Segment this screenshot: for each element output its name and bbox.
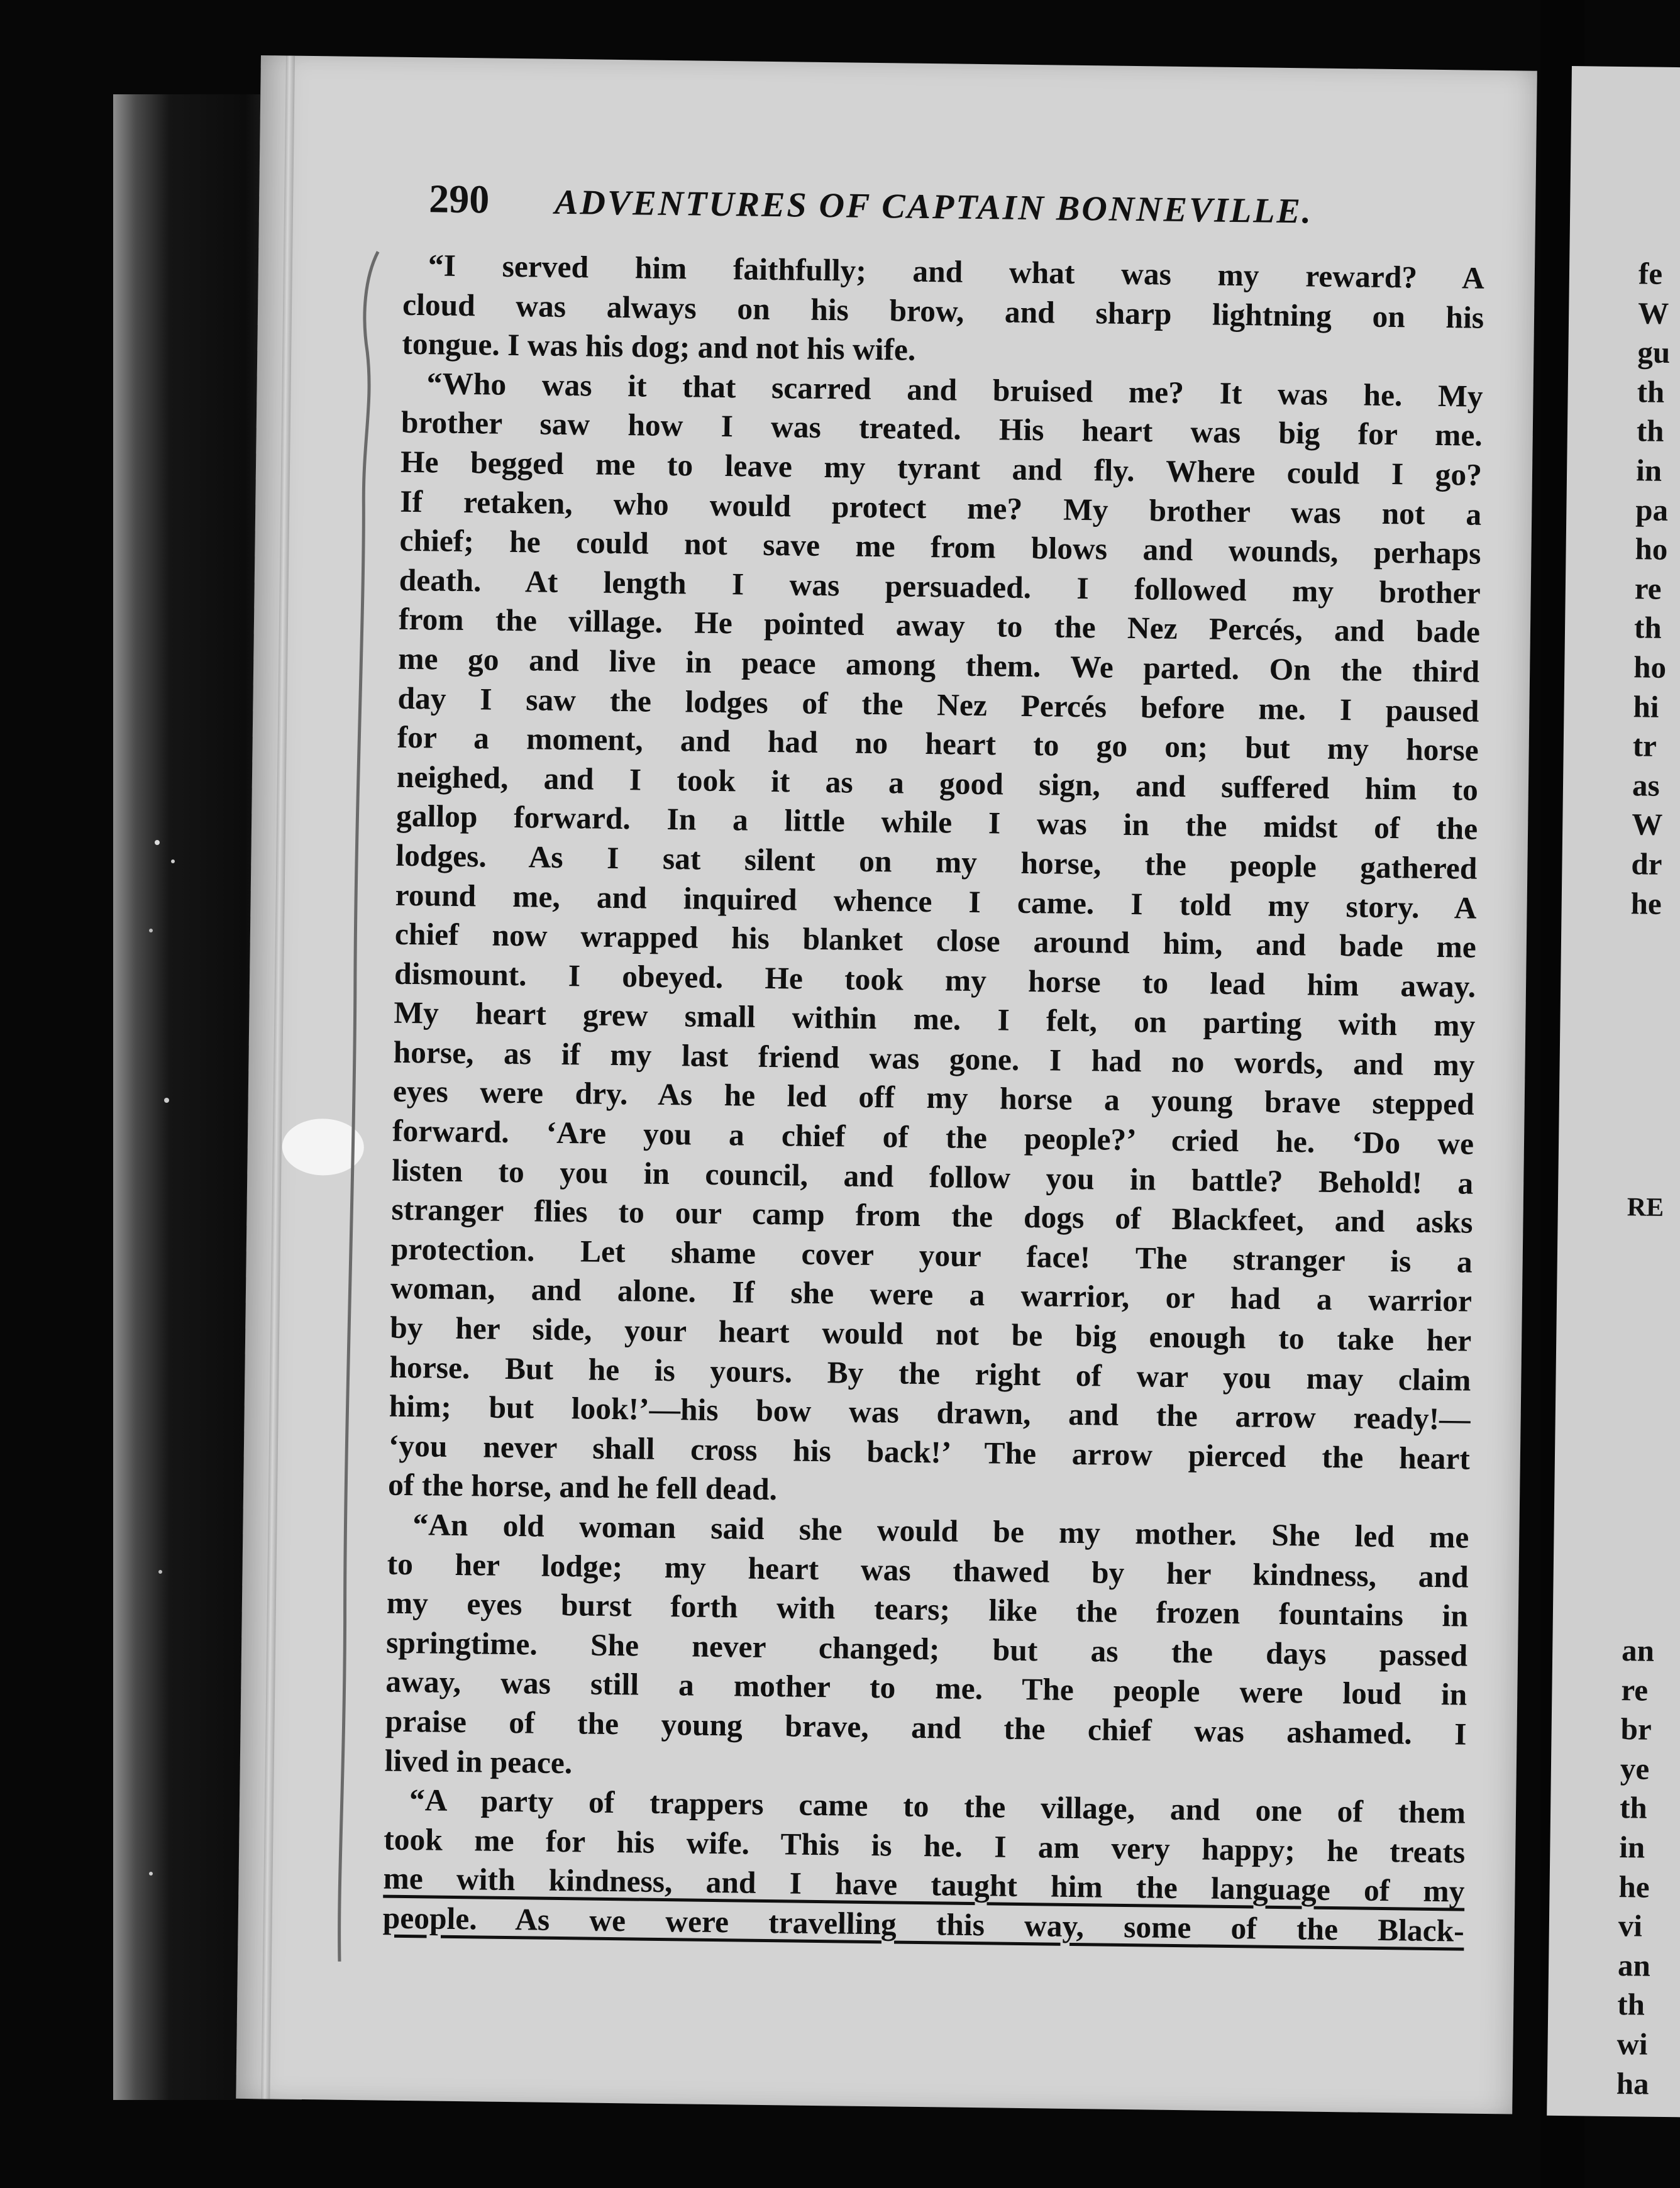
- text-line: tongue. I was his dog; and not his wife.: [402, 326, 916, 367]
- adjacent-page-fragment: an: [1617, 1947, 1651, 1983]
- adjacent-page-fragment: ho: [1633, 649, 1667, 685]
- adjacent-page-fragment: re: [1634, 571, 1662, 606]
- text-line: neighed, and I took it as a good sign, and suffered him to: [396, 759, 1479, 807]
- adjacent-page-fragment: th: [1619, 1790, 1648, 1826]
- text-line: day I saw the lodges of the Nez Percés before me. I paused: [397, 680, 1479, 729]
- text-line: protection. Let shame cover your face! The stranger is a: [390, 1231, 1473, 1279]
- adjacent-page-fragment: pa: [1635, 492, 1669, 528]
- adjacent-page-fragment: ye: [1620, 1750, 1650, 1786]
- adjacent-page-fragment: as: [1632, 768, 1660, 803]
- page-number: 290: [428, 176, 490, 222]
- running-title: ADVENTURES OF CAPTAIN BONNEVILLE.: [554, 182, 1313, 231]
- text-line: death. At length I was persuaded. I followed my brother: [399, 562, 1481, 611]
- text-line: my eyes burst forth with tears; like the frozen fountains in: [386, 1585, 1469, 1633]
- adjacent-page-heading-fragment: RE: [1627, 1193, 1664, 1222]
- text-line: me with kindness, and I have taught him the language of my: [383, 1860, 1465, 1909]
- adjacent-page-fragment: he: [1618, 1869, 1650, 1904]
- text-line: of the horse, and he fell dead.: [387, 1467, 778, 1507]
- adjacent-page-fragment: he: [1630, 885, 1662, 921]
- text-line: to her lodge; my heart was thawed by her kindness, and: [387, 1546, 1469, 1594]
- text-line: cloud was always on his brow, and sharp lightning on his: [402, 287, 1484, 335]
- text-line: lodges. As I sat silent on my horse, the people gathered: [395, 837, 1478, 886]
- adjacent-page-fragment: an: [1621, 1633, 1655, 1668]
- adjacent-page-fragment: hi: [1633, 688, 1659, 724]
- adjacent-page-fragment: th: [1633, 610, 1662, 646]
- text-line: “I served him faithfully; and what was my reward? A: [428, 248, 1485, 296]
- text-line: “An old woman said she would be my mother. She led me: [412, 1507, 1469, 1555]
- adjacent-page-fragment: gu: [1637, 334, 1671, 370]
- text-line: chief now wrapped his blanket close around him, and bade me: [394, 916, 1477, 964]
- text-line: took me for his wife. This is he. I am very happy; he treats: [384, 1821, 1466, 1870]
- adjacent-page-fragment: vi: [1618, 1908, 1643, 1943]
- text-line: for a moment, and had no heart to go on; but my horse: [397, 719, 1479, 768]
- adjacent-page-fragment: th: [1617, 1987, 1645, 2023]
- adjacent-page-fragment: br: [1620, 1711, 1652, 1747]
- text-line: chief; he could not save me from blows and wounds, perhaps: [399, 522, 1481, 571]
- adjacent-page-fragment: tr: [1632, 728, 1657, 763]
- adjacent-page-fragment: th: [1636, 413, 1664, 449]
- text-line: horse, as if my last friend was gone. I had no words, and my: [393, 1034, 1475, 1083]
- text-line: He begged me to leave my tyrant and fly. Where could I go?: [400, 444, 1483, 492]
- adjacent-page-fragment: wi: [1616, 2026, 1648, 2062]
- adjacent-page-fragment: in: [1635, 453, 1662, 488]
- text-line: springtime. She never changed; but as the days passed: [385, 1625, 1468, 1673]
- text-line: praise of the young brave, and the chief was ashamed. I: [385, 1703, 1467, 1752]
- adjacent-page-fragment: re: [1621, 1672, 1649, 1708]
- text-line: ‘you never shall cross his back!’ The arrow pierced the heart: [388, 1428, 1471, 1476]
- body-text: [382, 246, 1484, 1951]
- text-line: “Who was it that scarred and bruised me? It was he. My: [426, 366, 1483, 414]
- text-line: round me, and inquired whence I came. I told my story. A: [395, 877, 1477, 925]
- text-line: “A party of trappers came to the village, and one of them: [409, 1782, 1466, 1830]
- page-gutter-rule: [261, 55, 295, 2099]
- text-line: brother saw how I was treated. His heart was big for me.: [401, 405, 1483, 453]
- adjacent-page-fragment: ho: [1635, 531, 1668, 567]
- text-line: horse. But he is yours. By the right of war you may claim: [389, 1349, 1471, 1398]
- adjacent-page-fragment: W: [1637, 295, 1669, 331]
- text-line: lived in peace.: [384, 1743, 573, 1780]
- text-line: me go and live in peace among them. We parted. On the third: [397, 641, 1480, 689]
- adjacent-page-fragment: in: [1619, 1830, 1645, 1865]
- text-line: dismount. I obeyed. He took my horse to lead him away.: [394, 956, 1476, 1004]
- adjacent-page-fragment: th: [1637, 374, 1665, 409]
- text-line: stranger flies to our camp from the dogs of Blackfeet, and asks: [391, 1191, 1473, 1240]
- running-head: [429, 175, 1498, 235]
- text-line: forward. ‘Are you a chief of the people?’ cried he. ‘Do we: [392, 1113, 1474, 1161]
- adjacent-page-fragment: W: [1631, 807, 1663, 843]
- text-line: My heart grew small within me. I felt, on parting with my: [394, 995, 1476, 1043]
- text-line: gallop forward. In a little while I was in the midst of the: [395, 798, 1478, 847]
- text-line: by her side, your heart would not be big enough to take her: [389, 1310, 1472, 1358]
- text-line: woman, and alone. If she were a warrior, or had a warrior: [390, 1271, 1473, 1319]
- adjacent-page-fragment: dr: [1631, 846, 1662, 881]
- adjacent-page-fragment: fe: [1638, 256, 1663, 291]
- text-line: people. As we were travelling this way, some of the Black-: [382, 1900, 1465, 1948]
- book-page: [236, 55, 1537, 2114]
- text-line: If retaken, who would protect me? My brother was not a: [400, 483, 1482, 532]
- adjacent-page-fragment: ha: [1616, 2065, 1649, 2101]
- text-line: from the village. He pointed away to the Nez Percés, and bade: [398, 602, 1481, 650]
- text-line: him; but look!’—his bow was drawn, and the arrow ready!—: [389, 1388, 1471, 1437]
- text-line: listen to you in council, and follow you in battle? Behold! a: [392, 1152, 1474, 1201]
- text-line: eyes were dry. As he led off my horse a young brave stepped: [392, 1074, 1475, 1122]
- text-line: away, was still a mother to me. The people were loud in: [385, 1664, 1467, 1713]
